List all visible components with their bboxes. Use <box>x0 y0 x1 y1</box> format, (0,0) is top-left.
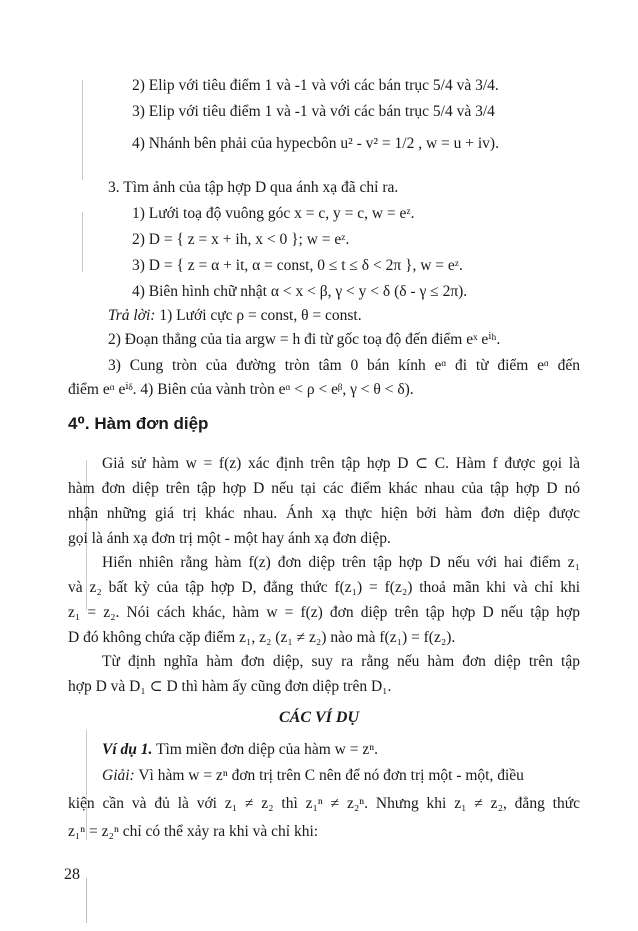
exercise-item: 4) Biên hình chữ nhật α < x < β, γ < y < δ (δ - γ ≤ 2π). <box>132 283 468 300</box>
answer-label: Trả lời: <box>108 307 156 324</box>
examples-title: CÁC VÍ DỤ <box>278 709 360 726</box>
exercise-item: 3) Elip với tiêu điểm 1 và -1 và với các bán trục 5/4 và 3/4 <box>132 103 495 120</box>
paragraph-line: nhận những giá trị khác nhau. Ánh xạ thực hiện bởi hàm đơn diệp được <box>68 505 580 522</box>
exercise-item: 3) D = { z = α + it, α = const, 0 ≤ t ≤ δ < 2π }, w = eᶻ. <box>132 257 463 274</box>
exercise-item: 2) D = { z = x + ih, x < 0 }; w = eᶻ. <box>132 231 350 248</box>
paragraph-line: gọi là ánh xạ đơn trị một - một hay ánh xạ đơn diệp. <box>68 530 391 547</box>
answer-line <box>108 306 362 326</box>
example-text: Tìm miền đơn diệp của hàm w = zⁿ. <box>152 741 378 758</box>
answer-text: 1) Lưới cực ρ = const, θ = const. <box>155 307 362 324</box>
exercise-item: 2) Elip với tiêu điểm 1 và -1 và với các bán trục 5/4 và 3/4. <box>132 77 499 94</box>
solution-line <box>102 766 524 786</box>
paragraph-line: hàm đơn diệp trên tập hợp D nếu tại các điểm khác nhau của tập hợp D nó <box>68 480 580 497</box>
answer-line: điểm eᵅ eⁱᵟ. 4) Biên của vành tròn eᵅ < ρ < eᵝ, γ < θ < δ). <box>68 381 414 398</box>
paragraph-line: z₁ = z₂. Nói cách khác, hàm w = f(z) đơn diệp trên tập hợp D nếu tập hợp <box>68 604 580 621</box>
exercise-item: 4) Nhánh bên phải của hypecbôn u² - v² = 1/2 , w = u + iv). <box>132 135 499 152</box>
scan-margin-mark <box>82 212 83 272</box>
paragraph-line: Từ định nghĩa hàm đơn diệp, suy ra rằng nếu hàm đơn diệp trên tập <box>102 653 580 670</box>
solution-line: kiện cần và đủ là với z₁ ≠ z₂ thì z₁ⁿ ≠ z₂ⁿ. Nhưng khi z₁ ≠ z₂, đẳng thức <box>68 795 580 812</box>
paragraph-line: Hiển nhiên rằng hàm f(z) đơn diệp trên tập hợp D nếu với hai điểm z₁ <box>102 554 580 571</box>
example-line <box>102 740 378 760</box>
answer-line: 3) Cung tròn của đường tròn tâm 0 bán kính eᵅ đi từ điểm eᵅ đến <box>108 357 580 374</box>
example-label: Ví dụ 1. <box>102 741 153 758</box>
paragraph-line: D đó không chứa cặp điểm z₁, z₂ (z₁ ≠ z₂) nào mà f(z₁) = f(z₂). <box>68 629 456 646</box>
exercise-title: 3. Tìm ảnh của tập hợp D qua ánh xạ đã chỉ ra. <box>108 179 399 196</box>
scan-margin-mark <box>82 80 83 180</box>
section-heading: 4⁰. Hàm đơn diệp <box>68 414 209 433</box>
page-number: 28 <box>64 866 80 883</box>
solution-label: Giải: <box>102 767 135 784</box>
paragraph-line: hợp D và D₁ ⊂ D thì hàm ấy cũng đơn diệp trên D₁. <box>68 678 392 695</box>
answer-line: 2) Đoạn thẳng của tia argw = h đi từ gốc toạ độ đến điểm eˣ eⁱʰ. <box>108 331 501 348</box>
paragraph-line: Giả sử hàm w = f(z) xác định trên tập hợp D ⊂ C. Hàm f được gọi là <box>102 455 580 472</box>
scan-margin-mark <box>86 878 87 923</box>
paragraph-line: và z₂ bất kỳ của tập hợp D, đẳng thức f(z₁) = f(z₂) thoả mãn khi và chỉ khi <box>68 579 580 596</box>
solution-text: Vì hàm w = zⁿ đơn trị trên C nên để nó đơn trị một - một, điều <box>134 767 524 784</box>
solution-line: z₁ⁿ = z₂ⁿ chỉ có thể xảy ra khi và chỉ khi: <box>68 823 319 840</box>
exercise-item: 1) Lưới toạ độ vuông góc x = c, y = c, w = eᶻ. <box>132 205 415 222</box>
